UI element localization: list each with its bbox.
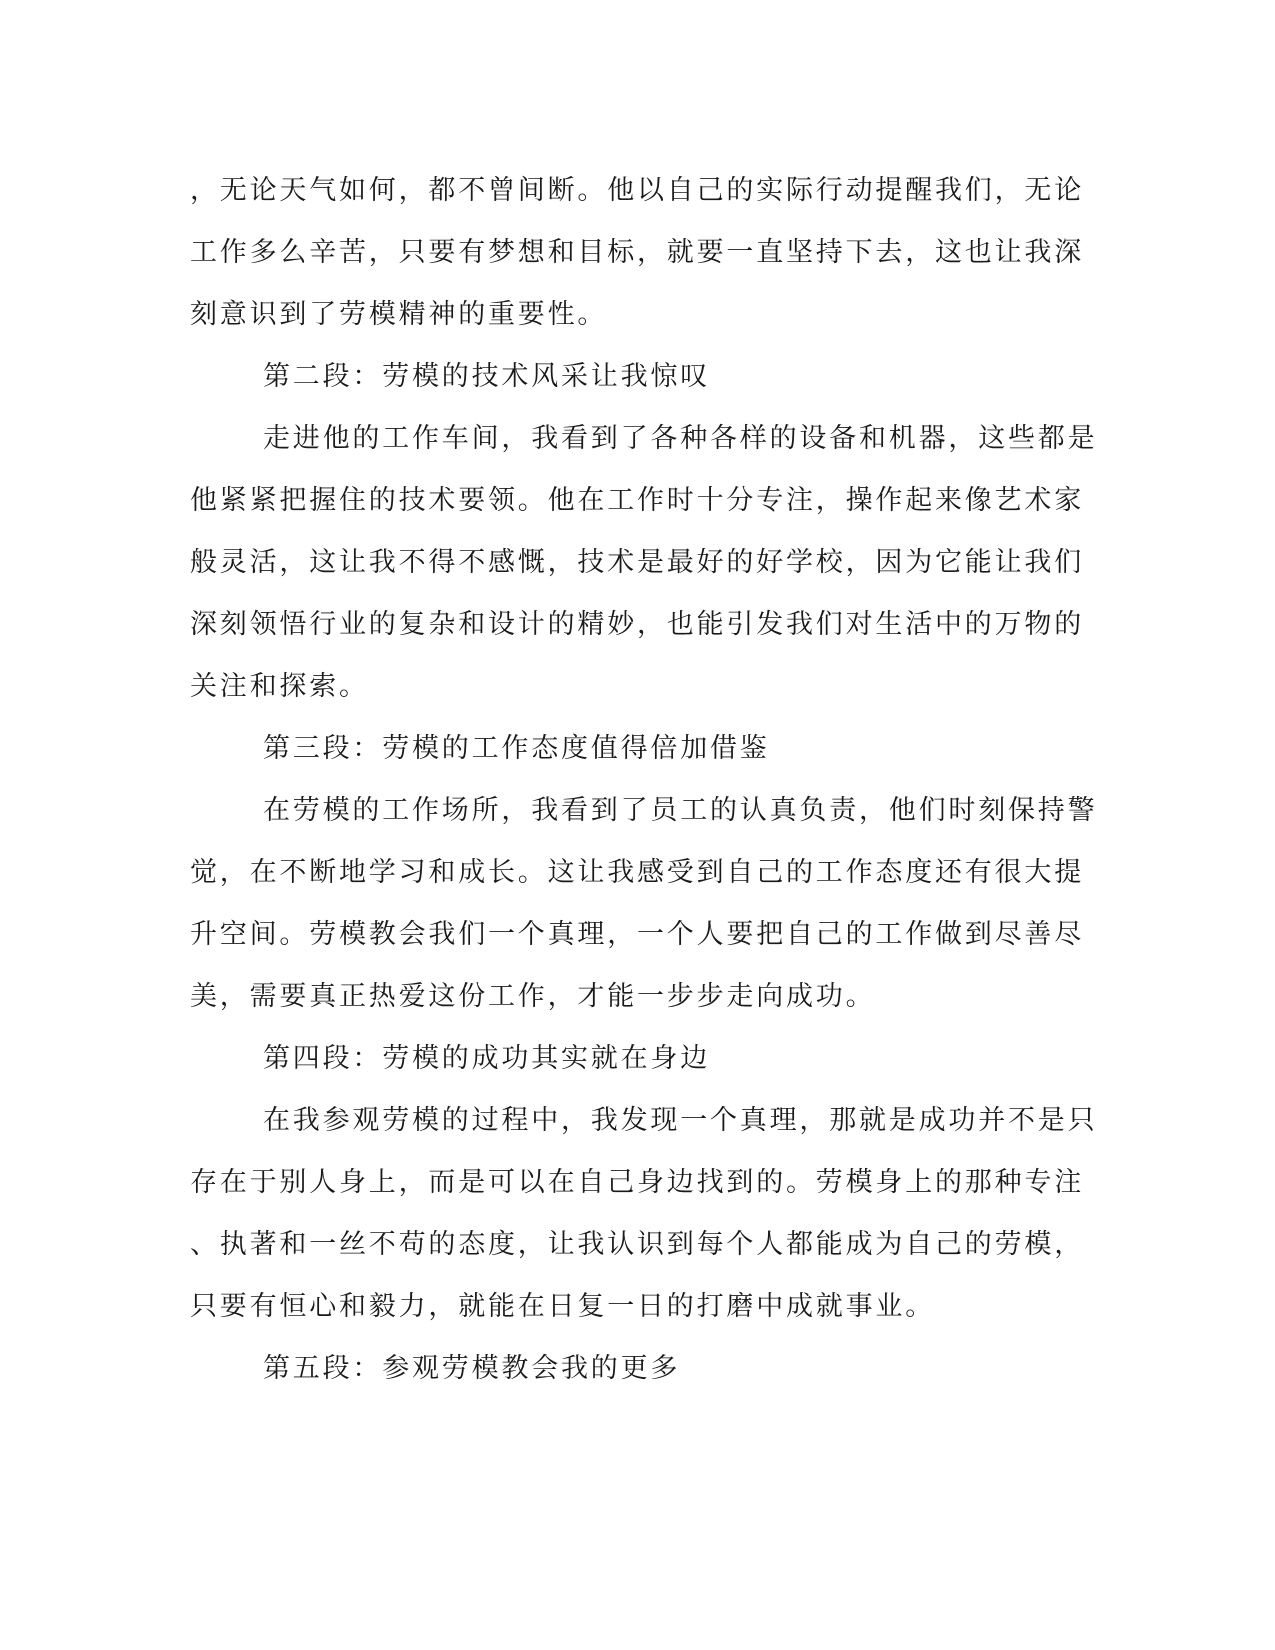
body-line: 在劳模的工作场所，我看到了员工的认真负责，他们时刻保持警 xyxy=(263,795,1098,826)
body-line: 深刻领悟行业的复杂和设计的精妙，也能引发我们对生活中的万物的 xyxy=(190,609,1084,640)
body-line: 美，需要真正热爱这份工作，才能一步步走向成功。 xyxy=(190,981,876,1012)
section-heading-5: 第五段：参观劳模教会我的更多 xyxy=(263,1353,681,1384)
body-line: 关注和探索。 xyxy=(190,671,369,702)
body-line: 他紧紧把握住的技术要领。他在工作时十分专注，操作起来像艺术家 xyxy=(190,485,1084,516)
body-line: 存在于别人身上，而是可以在自己身边找到的。劳模身上的那种专注 xyxy=(190,1167,1084,1198)
body-line: 在我参观劳模的过程中，我发现一个真理，那就是成功并不是只 xyxy=(263,1105,1098,1136)
section-heading-3: 第三段：劳模的工作态度值得倍加借鉴 xyxy=(263,733,770,764)
body-line: 般灵活，这让我不得不感慨，技术是最好的好学校，因为它能让我们 xyxy=(190,547,1084,578)
document-body xyxy=(190,160,1098,1400)
body-line: 工作多么辛苦，只要有梦想和目标，就要一直坚持下去，这也让我深 xyxy=(190,237,1084,268)
body-line: 走进他的工作车间，我看到了各种各样的设备和机器，这些都是 xyxy=(263,423,1098,454)
section-heading-4: 第四段：劳模的成功其实就在身边 xyxy=(263,1043,710,1074)
body-line: 刻意识到了劳模精神的重要性。 xyxy=(190,299,608,330)
section-heading-2: 第二段：劳模的技术风采让我惊叹 xyxy=(263,361,710,392)
body-line: 升空间。劳模教会我们一个真理，一个人要把自己的工作做到尽善尽 xyxy=(190,919,1084,950)
body-line: 、执著和一丝不苟的态度，让我认识到每个人都能成为自己的劳模， xyxy=(190,1229,1084,1260)
body-line: 觉，在不断地学习和成长。这让我感受到自己的工作态度还有很大提 xyxy=(190,857,1084,888)
body-line: ，无论天气如何，都不曾间断。他以自己的实际行动提醒我们，无论 xyxy=(190,175,1084,206)
body-line: 只要有恒心和毅力，就能在日复一日的打磨中成就事业。 xyxy=(190,1291,935,1322)
